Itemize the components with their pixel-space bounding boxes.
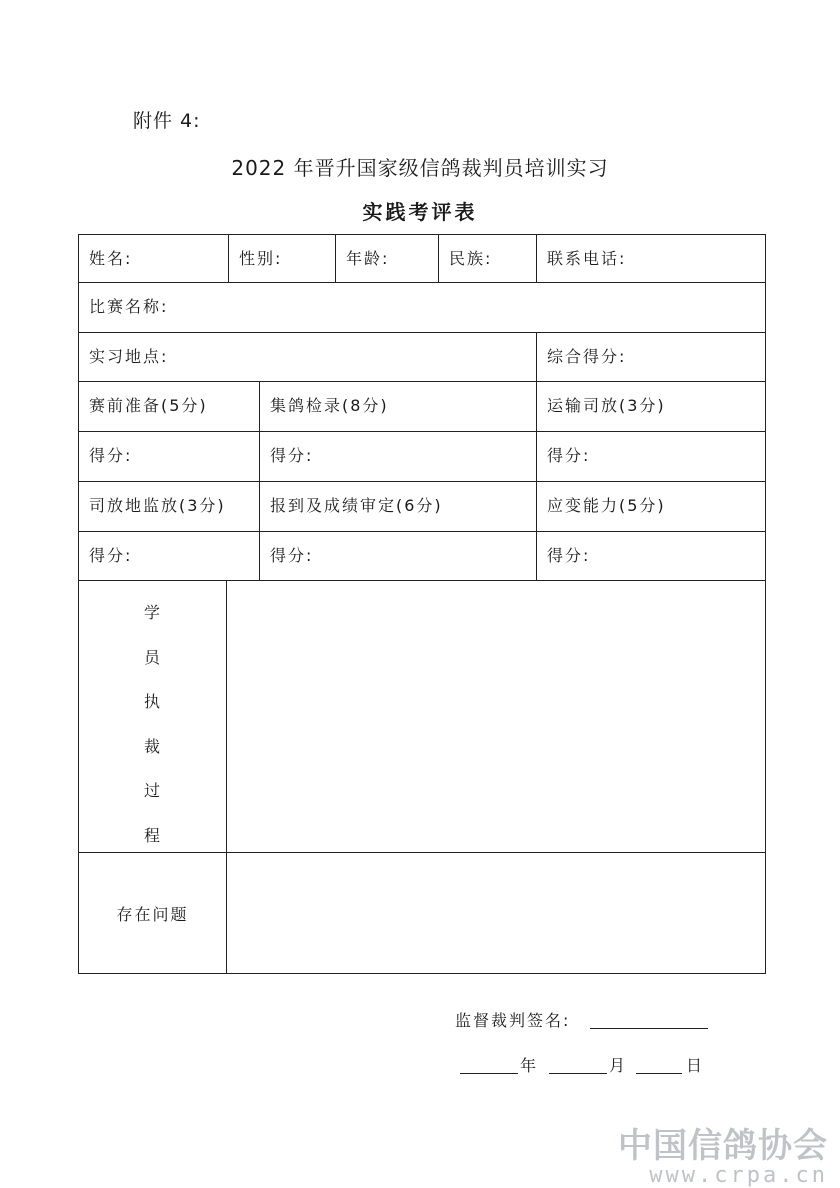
total-score-cell <box>536 332 766 382</box>
age-cell <box>335 234 439 283</box>
location-cell <box>78 332 537 382</box>
evaluation-form <box>78 234 766 974</box>
prep-score-cell <box>78 431 260 482</box>
competition-label: 比赛名称: <box>89 297 169 316</box>
phone-cell <box>536 234 766 283</box>
collection-label: 集鸽检录(8分) <box>270 396 389 415</box>
transport-label: 运输司放(3分) <box>547 396 666 415</box>
collection-cell <box>259 381 537 432</box>
process-char: 员 <box>143 647 162 667</box>
transport-cell <box>536 381 766 432</box>
signature-label: 监督裁判签名: <box>455 1011 571 1030</box>
issues-content-cell <box>226 852 766 974</box>
watermark-url: www.crpa.cn <box>649 1163 828 1188</box>
year-blank <box>460 1073 518 1074</box>
release-score-cell <box>78 531 260 581</box>
process-label <box>79 591 227 853</box>
release-supervision-label: 司放地监放(3分) <box>89 496 226 515</box>
gender-cell <box>228 234 336 283</box>
location-label: 实习地点: <box>89 347 169 366</box>
issues-label-cell <box>78 852 227 974</box>
total-score-label: 综合得分: <box>547 347 627 366</box>
gender-label: 性别: <box>239 249 283 268</box>
registration-cell <box>259 481 537 532</box>
release-supervision-cell <box>78 481 260 532</box>
collection-score-label: 得分: <box>270 446 314 465</box>
process-content-cell <box>226 580 766 853</box>
registration-score-label: 得分: <box>270 546 314 565</box>
adaptability-score-label: 得分: <box>547 546 591 565</box>
document-title: 2022 年晋升国家级信鸽裁判员培训实习 <box>231 156 609 180</box>
year-label: 年 <box>520 1056 537 1075</box>
name-label: 姓名: <box>89 249 133 268</box>
month-blank <box>549 1073 607 1074</box>
month-label: 月 <box>609 1056 626 1075</box>
name-cell <box>78 234 229 283</box>
prep-score-label: 得分: <box>89 446 133 465</box>
age-label: 年龄: <box>346 249 390 268</box>
process-char: 过 <box>143 781 162 800</box>
transport-score-cell <box>536 431 766 482</box>
adaptability-score-cell <box>536 531 766 581</box>
prep-label: 赛前准备(5分) <box>89 396 208 415</box>
competition-cell <box>78 282 766 333</box>
transport-score-label: 得分: <box>547 446 591 465</box>
ethnicity-label: 民族: <box>449 249 493 268</box>
signature-line <box>590 1028 708 1029</box>
process-char: 执 <box>143 692 162 711</box>
registration-label: 报到及成绩审定(6分) <box>270 496 443 515</box>
process-char: 裁 <box>143 736 162 756</box>
ethnicity-cell <box>438 234 537 283</box>
watermark-name: 中国信鸽协会 <box>618 1126 828 1166</box>
watermark <box>618 1118 828 1188</box>
collection-score-cell <box>259 431 537 482</box>
issues-label: 存在问题 <box>116 904 189 924</box>
prep-cell <box>78 381 260 432</box>
process-char: 程 <box>143 825 162 845</box>
process-char: 学 <box>143 603 162 622</box>
day-label: 日 <box>686 1056 703 1075</box>
adaptability-label: 应变能力(5分) <box>547 496 666 515</box>
attachment-label: 附件 4: <box>133 110 201 132</box>
process-label-cell <box>78 580 227 853</box>
release-score-label: 得分: <box>89 546 133 565</box>
document-subtitle: 实践考评表 <box>362 200 478 224</box>
registration-score-cell <box>259 531 537 581</box>
phone-label: 联系电话: <box>547 249 627 268</box>
day-blank <box>636 1073 682 1074</box>
adaptability-cell <box>536 481 766 532</box>
